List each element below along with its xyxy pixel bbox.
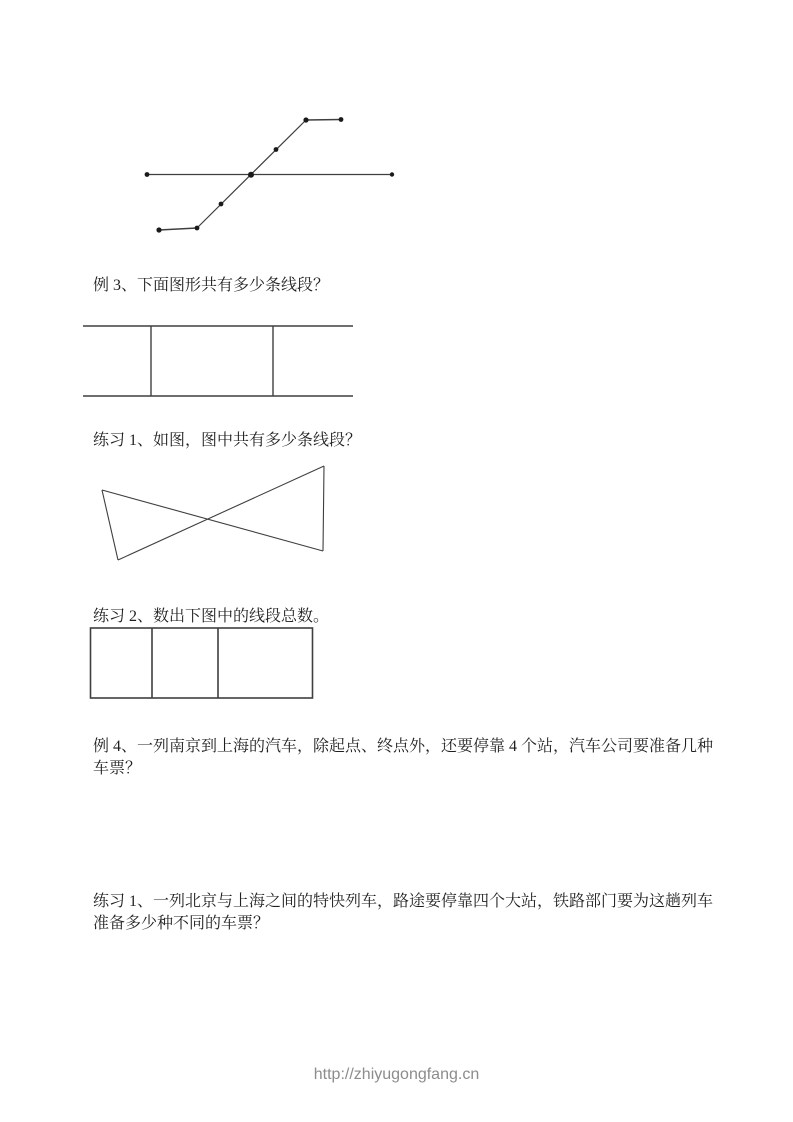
example4-question: 例 4、一列南京到上海的汽车，除起点、终点外，还要停靠 4 个站，汽车公司要准备几种车票？ [93, 738, 714, 777]
practice1-question: 练习 1、如图，图中共有多少条线段？ [93, 432, 362, 449]
example3-question: 例 3、下面图形共有多少条线段？ [93, 277, 330, 294]
practice3-question: 练习 1、一列北京与上海之间的特快列车，路途要停靠四个大站，铁路部门要为这趟列车准备多少种不同的车票？ [93, 893, 714, 932]
practice2-question: 练习 2、数出下图中的线段总数。 [93, 608, 330, 625]
divided-rectangle-figure [85, 622, 320, 704]
footer-url: http://zhiyugongfang.cn [313, 1066, 480, 1083]
bowtie-triangles-figure [85, 455, 340, 570]
zigzag-segments-figure [130, 100, 410, 245]
ladder-segments-figure [75, 315, 365, 405]
